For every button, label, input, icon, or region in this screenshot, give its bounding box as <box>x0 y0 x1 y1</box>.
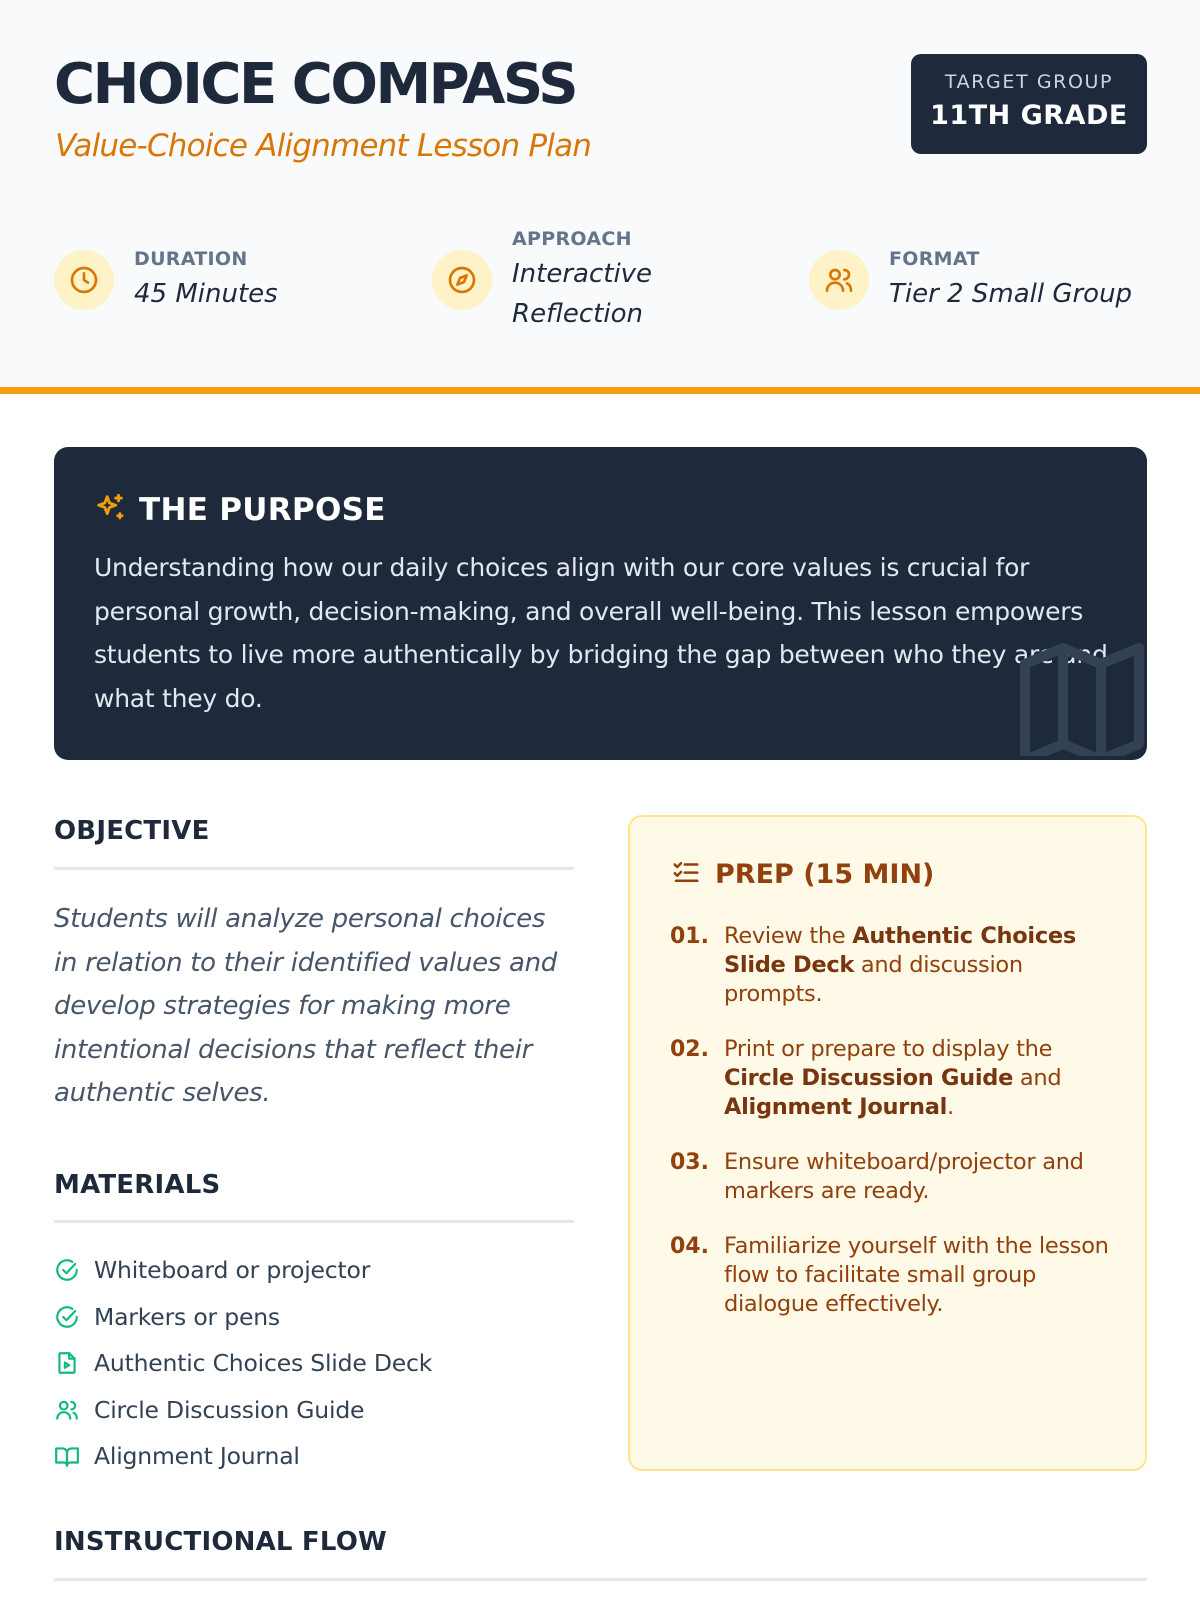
target-group-badge <box>911 54 1147 154</box>
users-icon <box>809 250 869 310</box>
prep-step <box>670 922 1120 1009</box>
list-item <box>54 1433 432 1480</box>
duration-value: 45 Minutes <box>134 279 278 309</box>
lesson-header <box>0 0 1200 394</box>
step-text: Review the Authentic Choices Slide Deck and discussion prompts. <box>724 923 1076 1007</box>
format-value: Tier 2 Small Group <box>889 279 1133 309</box>
format-label: FORMAT <box>889 248 980 270</box>
target-group-value: 11TH GRADE <box>930 100 1128 131</box>
map-watermark-icon <box>1017 626 1147 760</box>
prep-title: PREP (15 MIN) <box>715 858 935 890</box>
step-text: Familiarize yourself with the lesson flow to facilitate small group dialogue effectively. <box>724 1233 1109 1317</box>
material-label: Alignment Journal <box>94 1442 300 1471</box>
step-number: 02. <box>670 1037 709 1062</box>
prep-step <box>670 1148 1120 1206</box>
instructional-flow-divider <box>54 1578 1147 1581</box>
objective-heading: OBJECTIVE <box>54 816 210 846</box>
step-number: 04. <box>670 1234 709 1259</box>
materials-heading: MATERIALS <box>54 1170 221 1200</box>
material-label: Markers or pens <box>94 1302 280 1331</box>
material-label: Authentic Choices Slide Deck <box>94 1349 433 1378</box>
prep-heading <box>671 857 934 891</box>
materials-divider <box>54 1220 574 1223</box>
compass-icon <box>432 250 492 310</box>
check-circle-icon <box>54 1304 80 1330</box>
approach-label: APPROACH <box>512 228 632 250</box>
check-circle-icon <box>54 1257 80 1283</box>
materials-list <box>54 1247 432 1480</box>
target-group-label: TARGET GROUP <box>944 71 1114 93</box>
step-text: Ensure whiteboard/projector and markers are ready. <box>724 1149 1084 1204</box>
list-item <box>54 1340 432 1387</box>
approach-value-line1: Interactive <box>512 259 653 289</box>
purpose-text: Understanding how our daily choices align with our core values is crucial for personal growth, decision-making, and overall well-being. This lesson empowers students to live more authentically by bridging the gap between who they are and what they do. <box>94 553 1108 713</box>
sparkles-icon <box>93 491 127 529</box>
objective-divider <box>54 867 574 870</box>
prep-step <box>670 1232 1120 1319</box>
page-title: CHOICE COMPASS <box>54 52 577 117</box>
step-number: 03. <box>670 1150 709 1175</box>
purpose-card <box>54 447 1147 760</box>
page-subtitle: Value-Choice Alignment Lesson Plan <box>55 128 592 164</box>
list-item <box>54 1247 432 1294</box>
step-number: 01. <box>670 924 709 949</box>
instructional-flow-heading: INSTRUCTIONAL FLOW <box>54 1527 387 1557</box>
material-label: Whiteboard or projector <box>94 1256 371 1285</box>
purpose-title: THE PURPOSE <box>139 492 386 528</box>
prep-steps <box>670 922 1120 1345</box>
prep-card <box>628 815 1147 1471</box>
objective-text: Students will analyze personal choices in relation to their identified values and develop strategies for making more intentional decisions that reflect their authentic selves. <box>54 904 557 1108</box>
clock-icon <box>54 250 114 310</box>
list-item <box>54 1294 432 1341</box>
prep-step <box>670 1035 1120 1122</box>
duration-label: DURATION <box>134 248 248 270</box>
header-divider <box>0 387 1200 394</box>
approach-value-line2: Reflection <box>512 299 643 329</box>
users-icon <box>54 1397 80 1423</box>
purpose-heading <box>93 491 386 529</box>
file-play-icon <box>54 1350 80 1376</box>
list-checks-icon <box>671 857 701 891</box>
step-text: Print or prepare to display the Circle Discussion Guide and Alignment Journal. <box>724 1036 1062 1120</box>
material-label: Circle Discussion Guide <box>94 1395 365 1424</box>
list-item <box>54 1387 432 1434</box>
book-open-icon <box>54 1443 80 1469</box>
